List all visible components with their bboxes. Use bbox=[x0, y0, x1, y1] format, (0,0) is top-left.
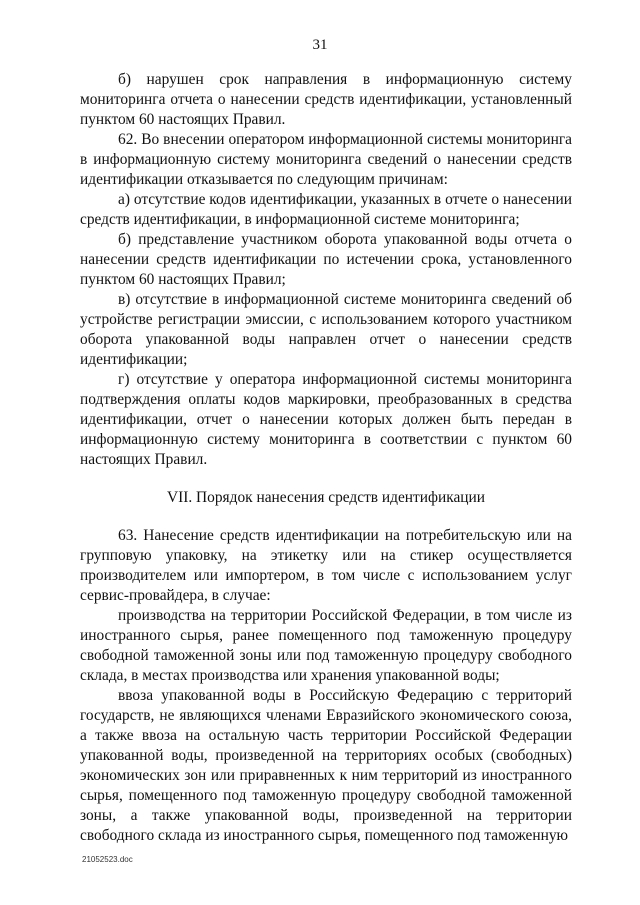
paragraph-63: 63. Нанесение средств идентификации на потребительскую или на групповую упаковку, на этикетку или на стикер осуществляется производителем или импортером, в том числе с использованием услуг сервис-провайдера, в случае: bbox=[80, 527, 572, 604]
footer-document-code: 21052523.doc bbox=[82, 855, 133, 864]
paragraph-b-violation: б) нарушен срок направления в информационную систему мониторинга отчета о нанесении средств идентификации, установленный пунктом 60 настоящих Правил. bbox=[80, 71, 572, 128]
paragraph-62-b: б) представление участником оборота упакованной воды отчета о нанесении средств идентификации по истечении срока, установленного пунктом 60 настоящих Правил; bbox=[80, 231, 572, 288]
document-body bbox=[80, 70, 572, 846]
page-number: 31 bbox=[312, 37, 328, 53]
section-heading: VII. Порядок нанесения средств идентификации bbox=[166, 489, 485, 506]
paragraph-62-v: в) отсутствие в информационной системе мониторинга сведений об устройстве регистрации эмиссии, с использованием которого участником оборота упакованной воды направлен отчет о нанесении средств идентификации; bbox=[80, 291, 572, 368]
paragraph-63-import: ввоза упакованной воды в Российскую Федерацию с территорий государств, не являющихся членами Евразийского экономического союза, а также ввоза на остальную часть территории Российской Федерации упакованной воды, произведенной на территориях особых (свободных) экономических зон или приравненных к ним территорий из иностранного сырья, помещенного под таможенную процедуру свободной таможенной зоны, а также упакованной воды, произведенной на территории свободного склада из иностранного сырья, помещенного под таможенную bbox=[80, 687, 572, 844]
paragraph-62-a: а) отсутствие кодов идентификации, указанных в отчете о нанесении средств идентификации, в информационной системе мониторинга; bbox=[80, 191, 572, 228]
paragraph-62-g: г) отсутствие у оператора информационной системы мониторинга подтверждения оплаты кодов маркировки, преобразованных в средства идентификации, отчет о нанесении которых должен быть передан в информационную систему мониторинга в соответствии с пунктом 60 настоящих Правил. bbox=[80, 371, 572, 468]
paragraph-63-production: производства на территории Российской Федерации, в том числе из иностранного сырья, ранее помещенного под таможенную процедуру свободной таможенной зоны или под таможенную процедуру свободного склада, в местах производства или хранения упакованной воды; bbox=[80, 607, 572, 684]
paragraph-62: 62. Во внесении оператором информационной системы мониторинга в информационную систему мониторинга сведений о нанесении средств идентификации отказывается по следующим причинам: bbox=[80, 131, 572, 188]
